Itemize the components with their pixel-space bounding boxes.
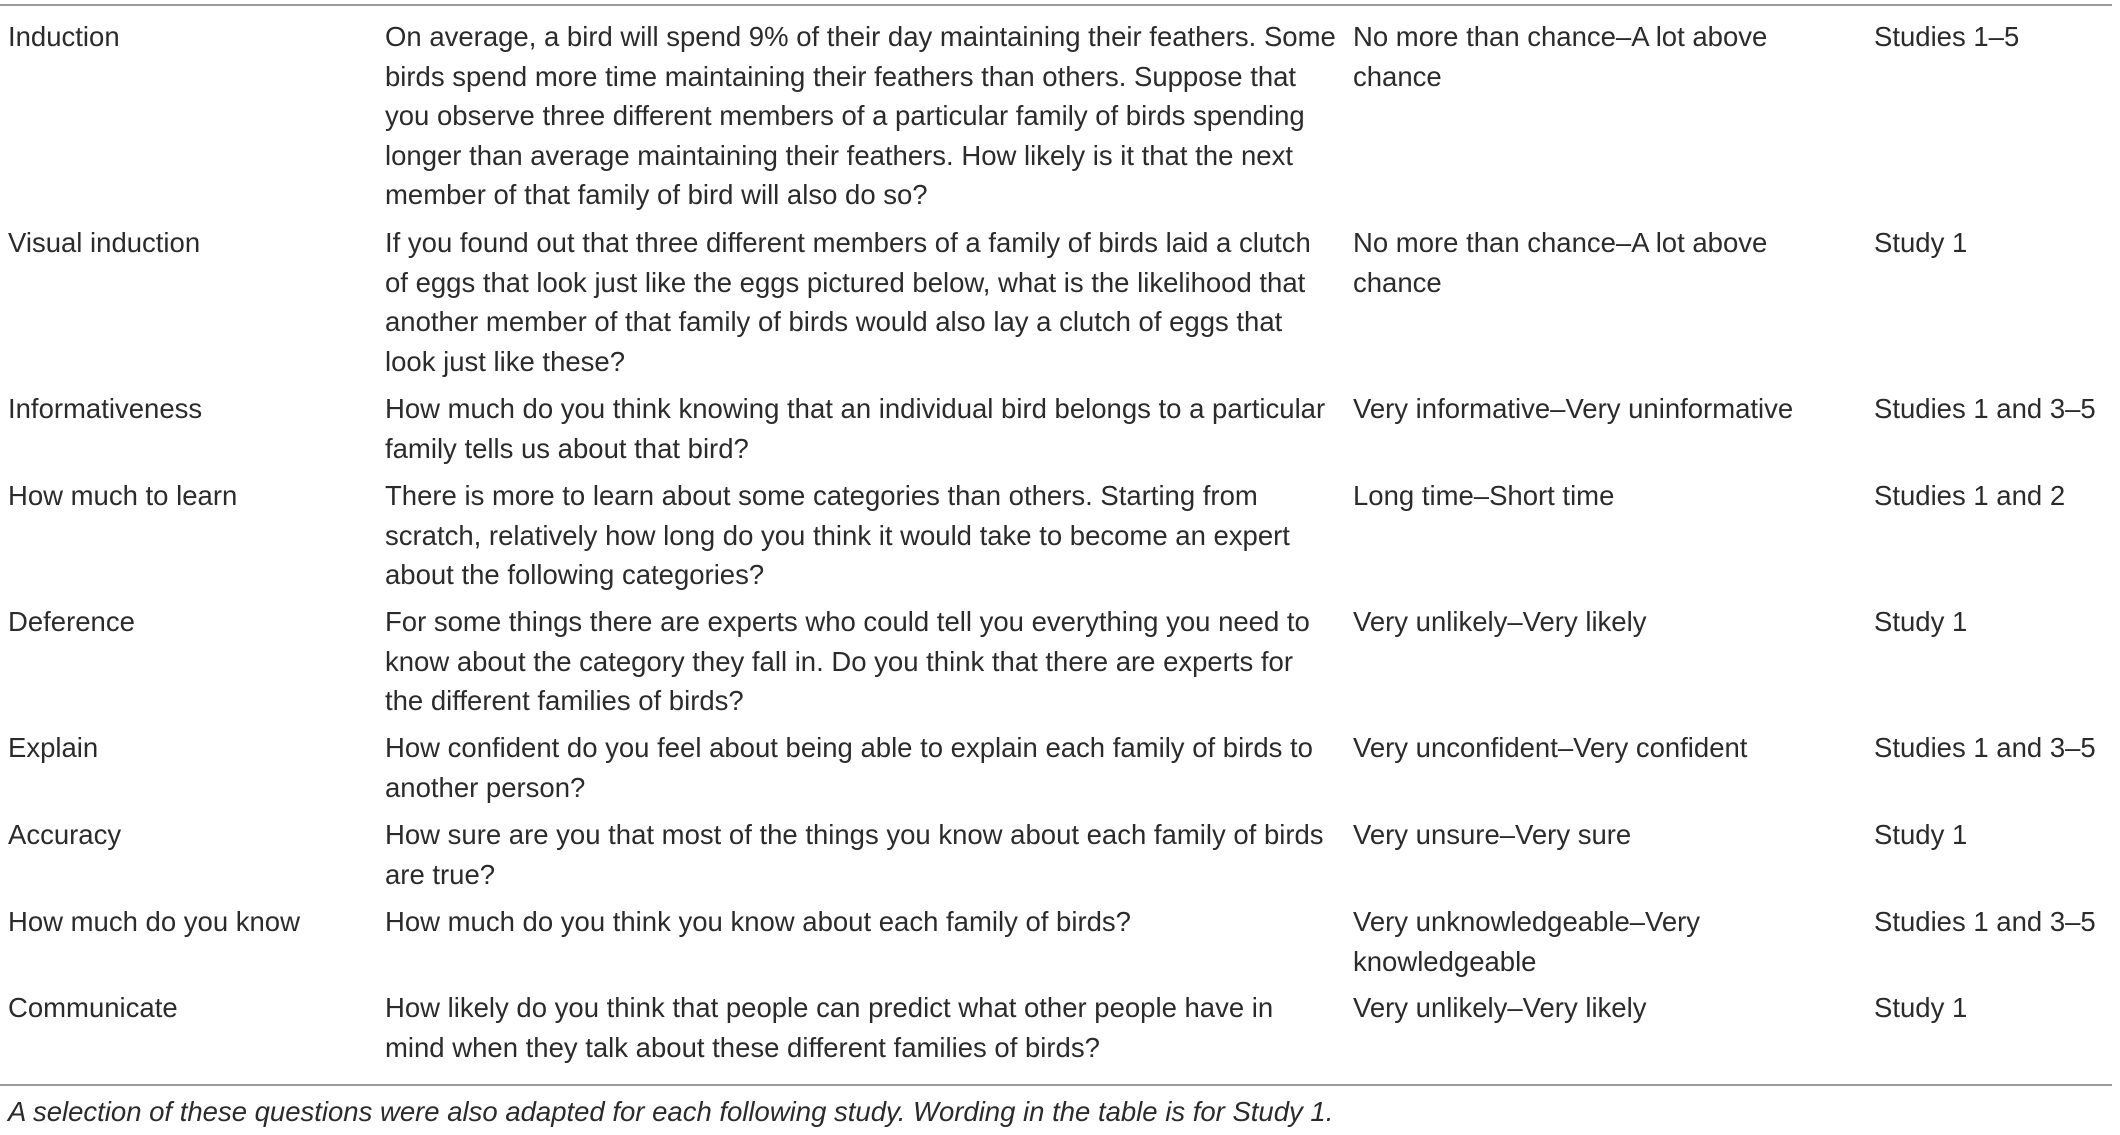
studies-cell: Studies 1 and 3–5	[1874, 393, 2096, 424]
question-cell: For some things there are experts who could tell you everything you need to know about the category they fall in. Do you think that there are experts for the different families of birds?	[385, 606, 1310, 716]
scale-cell: Very unlikely–Very likely	[1353, 992, 1647, 1023]
studies-cell: Studies 1–5	[1874, 21, 2020, 52]
table-row-explain	[0, 728, 2112, 815]
scale-cell: Very unconfident–Very confident	[1353, 732, 1748, 763]
table-bottom-rule	[0, 1084, 2112, 1086]
question-cell: How sure are you that most of the things you know about each family of birds are true?	[385, 819, 1324, 890]
studies-cell: Study 1	[1874, 606, 1968, 637]
question-cell: How likely do you think that people can predict what other people have in mind when they talk about these different families of birds?	[385, 992, 1274, 1063]
studies-cell: Study 1	[1874, 819, 1968, 850]
table-row-communicate	[0, 988, 2112, 1073]
measure-cell: Deference	[8, 606, 135, 637]
measure-cell: Accuracy	[8, 819, 122, 850]
studies-cell: Study 1	[1874, 227, 1968, 258]
question-cell: How confident do you feel about being able to explain each family of birds to another person?	[385, 732, 1313, 803]
measures-table	[0, 17, 2112, 1073]
studies-cell: Studies 1 and 2	[1874, 480, 2066, 511]
measure-cell: Visual induction	[8, 227, 201, 258]
table-row-visual-induction	[0, 223, 2112, 389]
measure-cell: Induction	[8, 21, 120, 52]
table-row-informativeness	[0, 389, 2112, 476]
table-row-induction	[0, 17, 2112, 223]
table-row-deference	[0, 602, 2112, 728]
scale-cell: No more than chance–A lot above chance	[1353, 227, 1768, 298]
question-cell: There is more to learn about some categories than others. Starting from scratch, relatively how long do you think it would take to become an expert about the following categories?	[385, 480, 1290, 590]
measure-cell: How much to learn	[8, 480, 238, 511]
studies-cell: Studies 1 and 3–5	[1874, 906, 2096, 937]
measure-cell: Communicate	[8, 992, 178, 1023]
question-cell: How much do you think knowing that an individual bird belongs to a particular family tells us about that bird?	[385, 393, 1326, 464]
scale-cell: No more than chance–A lot above chance	[1353, 21, 1768, 92]
scale-cell: Very unknowledgeable–Very knowledgeable	[1353, 906, 1701, 977]
measure-cell: Explain	[8, 732, 99, 763]
question-cell: If you found out that three different members of a family of birds laid a clutch of eggs that look just like the eggs pictured below, what is the likelihood that another member of that family of birds would also lay a clutch of eggs that look just like these?	[385, 227, 1311, 377]
studies-cell: Studies 1 and 3–5	[1874, 732, 2096, 763]
scale-cell: Long time–Short time	[1353, 480, 1615, 511]
table-top-rule	[0, 4, 2112, 6]
scale-cell: Very unlikely–Very likely	[1353, 606, 1647, 637]
measure-cell: How much do you know	[8, 906, 300, 937]
question-cell: How much do you think you know about each family of birds?	[385, 906, 1131, 937]
measure-cell: Informativeness	[8, 393, 203, 424]
question-cell: On average, a bird will spend 9% of their day maintaining their feathers. Some birds spend more time maintaining their feathers than others. Suppose that you observe three different members of a particular family of birds spending longer than average maintaining their feathers. How likely is it that the next member of that family of bird will also do so?	[385, 21, 1336, 210]
table-footnote: A selection of these questions were also adapted for each following study. Wording in the table is for Study 1.	[8, 1096, 1334, 1127]
table-row-accuracy	[0, 815, 2112, 902]
table-row-how-much-to-learn	[0, 476, 2112, 602]
scale-cell: Very unsure–Very sure	[1353, 819, 1632, 850]
table-row-how-much-do-you-know	[0, 902, 2112, 988]
scale-cell: Very informative–Very uninformative	[1353, 393, 1794, 424]
studies-cell: Study 1	[1874, 992, 1968, 1023]
